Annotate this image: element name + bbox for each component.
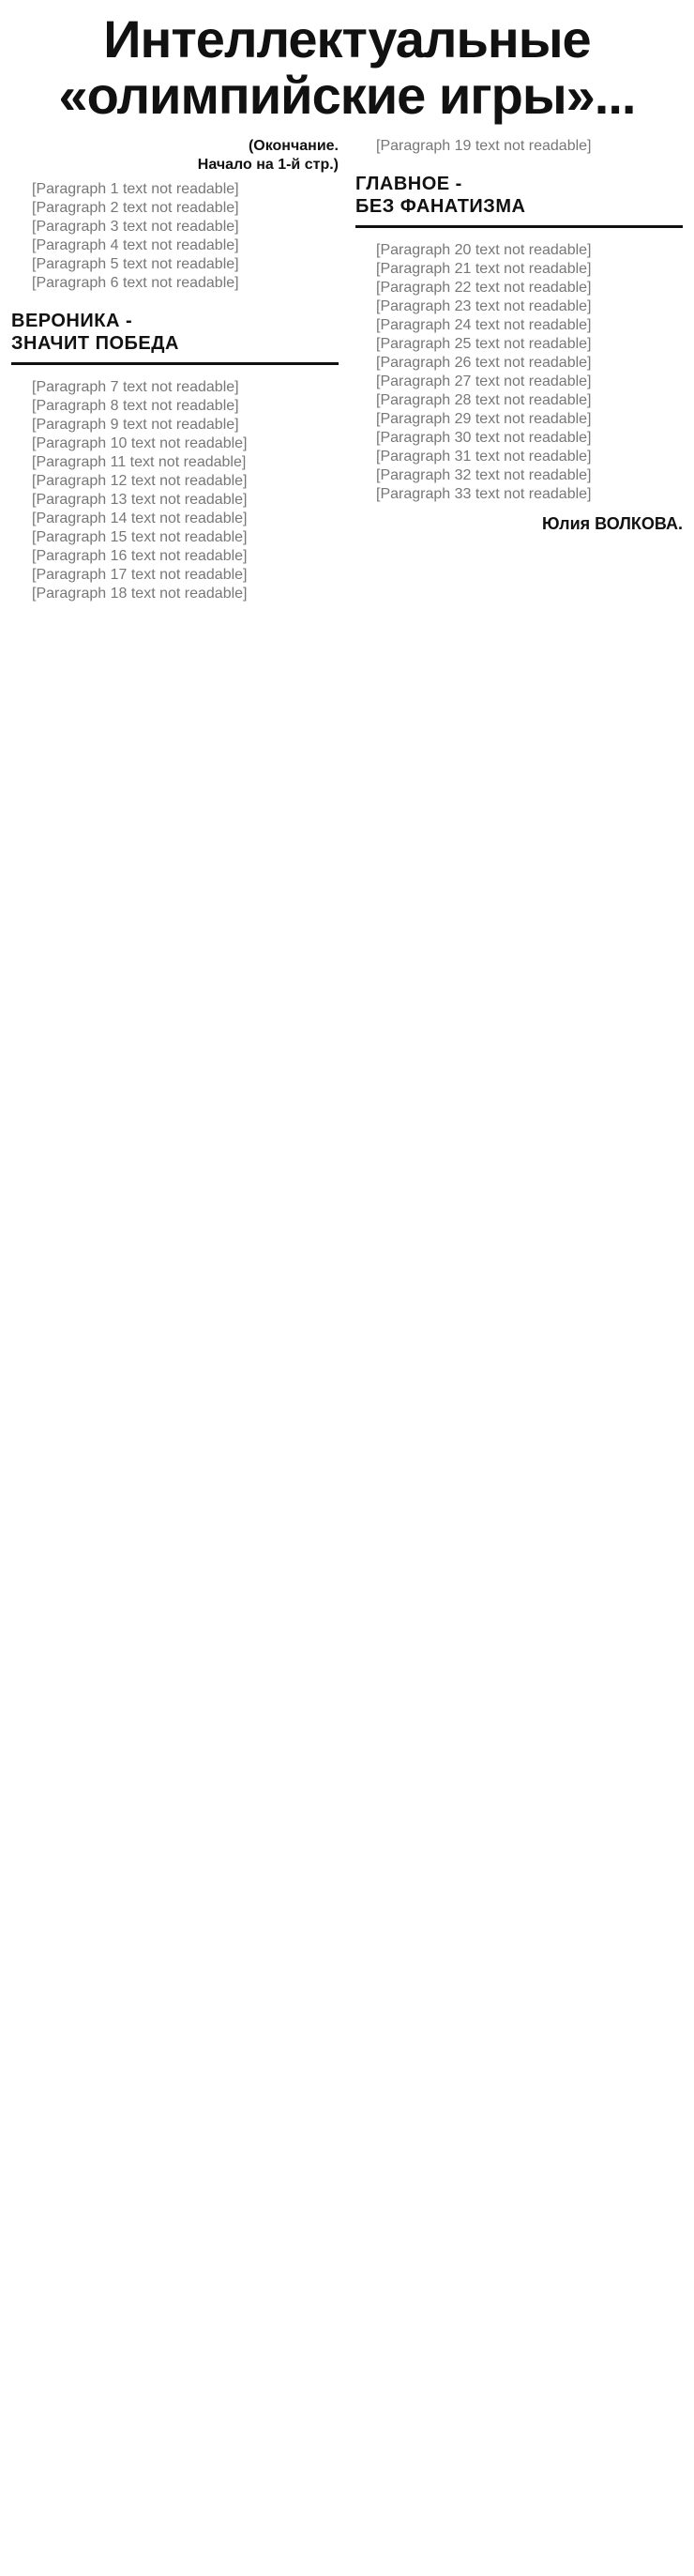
paragraph: [Paragraph 16 text not readable] — [32, 548, 248, 564]
paragraph: [Paragraph 30 text not readable] — [376, 430, 592, 446]
paragraph: [Paragraph 28 text not readable] — [376, 392, 592, 408]
paragraph: [Paragraph 20 text not readable] — [376, 242, 592, 258]
paragraph: [Paragraph 10 text not readable] — [32, 435, 248, 451]
paragraph: [Paragraph 33 text not readable] — [376, 486, 592, 502]
paragraph: [Paragraph 13 text not readable] — [32, 492, 248, 508]
paragraph: [Paragraph 32 text not readable] — [376, 467, 592, 483]
paragraph: [Paragraph 18 text not readable] — [32, 586, 248, 602]
paragraph: [Paragraph 19 text not readable] — [376, 138, 592, 154]
paragraph: [Paragraph 17 text not readable] — [32, 567, 248, 583]
continuation-note: (Окончание. Начало на 1-й стр.) — [197, 138, 339, 173]
paragraph: [Paragraph 21 text not readable] — [376, 261, 592, 277]
paragraph: [Paragraph 22 text not readable] — [376, 280, 592, 296]
paragraph: [Paragraph 31 text not readable] — [376, 449, 592, 465]
section-title-veronika: ВЕРОНИКА - ЗНАЧИТ ПОБЕДА — [11, 310, 339, 365]
paragraph: [Paragraph 15 text not readable] — [32, 529, 248, 545]
paragraph: [Paragraph 27 text not readable] — [376, 373, 592, 389]
paragraph: [Paragraph 3 text not readable] — [32, 219, 239, 235]
paragraph: [Paragraph 7 text not readable] — [32, 379, 239, 395]
paragraph: [Paragraph 11 text not readable] — [32, 454, 247, 470]
paragraph: [Paragraph 14 text not readable] — [32, 511, 248, 526]
paragraph: [Paragraph 2 text not readable] — [32, 200, 239, 216]
paragraph: [Paragraph 26 text not readable] — [376, 355, 592, 371]
paragraph: [Paragraph 6 text not readable] — [32, 275, 239, 291]
paragraph: [Paragraph 12 text not readable] — [32, 473, 248, 489]
paragraph: [Paragraph 24 text not readable] — [376, 317, 592, 333]
paragraph: [Paragraph 29 text not readable] — [376, 411, 592, 427]
headline: Интеллектуальные «олимпийские игры»... — [58, 9, 636, 125]
paragraph: [Paragraph 4 text not readable] — [32, 237, 239, 253]
paragraph: [Paragraph 5 text not readable] — [32, 256, 239, 272]
paragraph: [Paragraph 8 text not readable] — [32, 398, 239, 414]
author-byline: Юлия ВОЛКОВА. — [542, 514, 683, 533]
paragraph: [Paragraph 23 text not readable] — [376, 298, 592, 314]
article-columns — [11, 137, 683, 2561]
right-column — [355, 137, 683, 2561]
paragraph: [Paragraph 1 text not readable] — [32, 181, 239, 197]
paragraph: [Paragraph 25 text not readable] — [376, 336, 592, 352]
left-column — [11, 137, 339, 2561]
paragraph: [Paragraph 9 text not readable] — [32, 417, 239, 433]
section-title-main: ГЛАВНОЕ - БЕЗ ФАНАТИЗМА — [355, 173, 683, 228]
